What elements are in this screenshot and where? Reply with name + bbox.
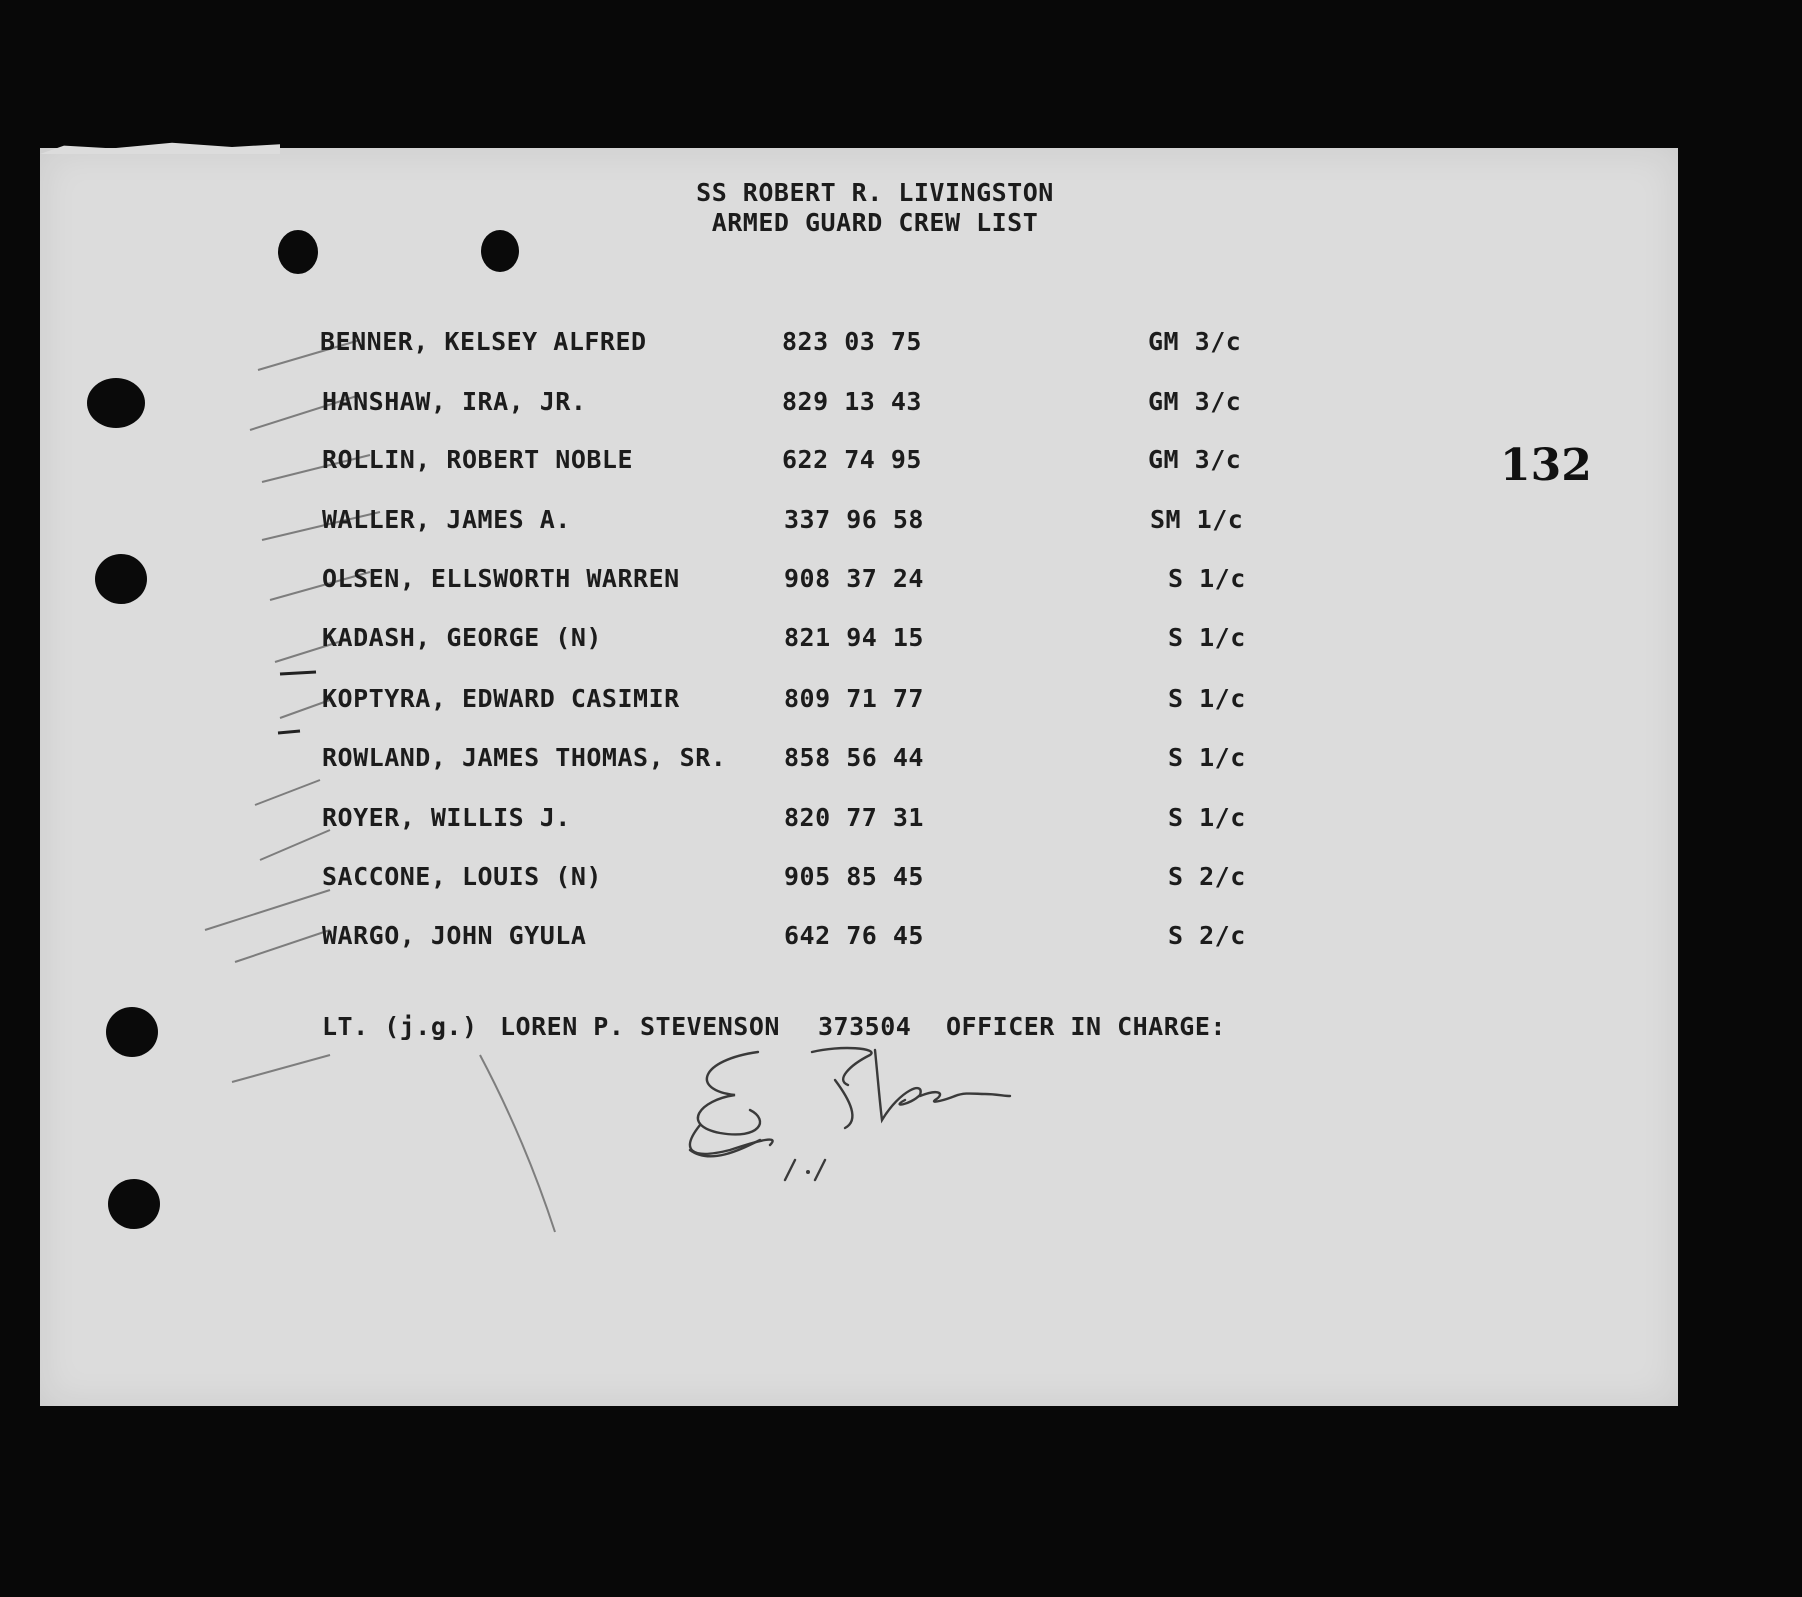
crew-service-number: 820 77 31 [784, 803, 924, 832]
officer-name: LOREN P. STEVENSON [500, 1012, 780, 1041]
crew-name: KADASH, GEORGE (N) [322, 623, 602, 652]
crew-name: SACCONE, LOUIS (N) [322, 862, 602, 891]
punch-hole [108, 1179, 160, 1229]
crew-rate: S 1/c [1168, 743, 1246, 772]
crew-rate: GM 3/c [1148, 387, 1242, 416]
officer-service-number: 373504 [818, 1012, 912, 1041]
punch-hole [481, 230, 519, 272]
punch-hole [87, 378, 145, 428]
crew-name: OLSEN, ELLSWORTH WARREN [322, 564, 680, 593]
crew-service-number: 908 37 24 [784, 564, 924, 593]
crew-name: ROYER, WILLIS J. [322, 803, 571, 832]
punch-hole [95, 554, 147, 604]
crew-service-number: 829 13 43 [782, 387, 922, 416]
crew-rate: SM 1/c [1150, 505, 1244, 534]
crew-rate: S 1/c [1168, 684, 1246, 713]
ship-title: SS ROBERT R. LIVINGSTON [696, 178, 1054, 207]
torn-edge [40, 140, 280, 154]
crew-service-number: 622 74 95 [782, 445, 922, 474]
crew-service-number: 858 56 44 [784, 743, 924, 772]
crew-name: HANSHAW, IRA, JR. [322, 387, 587, 416]
crew-service-number: 905 85 45 [784, 862, 924, 891]
crew-name: ROWLAND, JAMES THOMAS, SR. [322, 743, 727, 772]
crew-rate: GM 3/c [1148, 327, 1242, 356]
crew-rate: S 1/c [1168, 564, 1246, 593]
crew-service-number: 823 03 75 [782, 327, 922, 356]
crew-service-number: 337 96 58 [784, 505, 924, 534]
crew-name: WARGO, JOHN GYULA [322, 921, 587, 950]
punch-hole [278, 230, 318, 274]
crew-service-number: 809 71 77 [784, 684, 924, 713]
crew-name: BENNER, KELSEY ALFRED [320, 327, 647, 356]
crew-service-number: 821 94 15 [784, 623, 924, 652]
crew-rate: S 1/c [1168, 623, 1246, 652]
crew-name: ROLLIN, ROBERT NOBLE [322, 445, 634, 474]
page-number: 132 [1500, 440, 1592, 491]
officer-role: OFFICER IN CHARGE: [946, 1012, 1226, 1041]
crew-name: WALLER, JAMES A. [322, 505, 571, 534]
crew-rate: S 2/c [1168, 921, 1246, 950]
crew-name: KOPTYRA, EDWARD CASIMIR [322, 684, 680, 713]
crew-rate: GM 3/c [1148, 445, 1242, 474]
punch-hole [106, 1007, 158, 1057]
crew-service-number: 642 76 45 [784, 921, 924, 950]
officer-rank: LT. (j.g.) [322, 1012, 478, 1041]
crew-rate: S 1/c [1168, 803, 1246, 832]
crew-rate: S 2/c [1168, 862, 1246, 891]
list-subtitle: ARMED GUARD CREW LIST [711, 208, 1039, 237]
